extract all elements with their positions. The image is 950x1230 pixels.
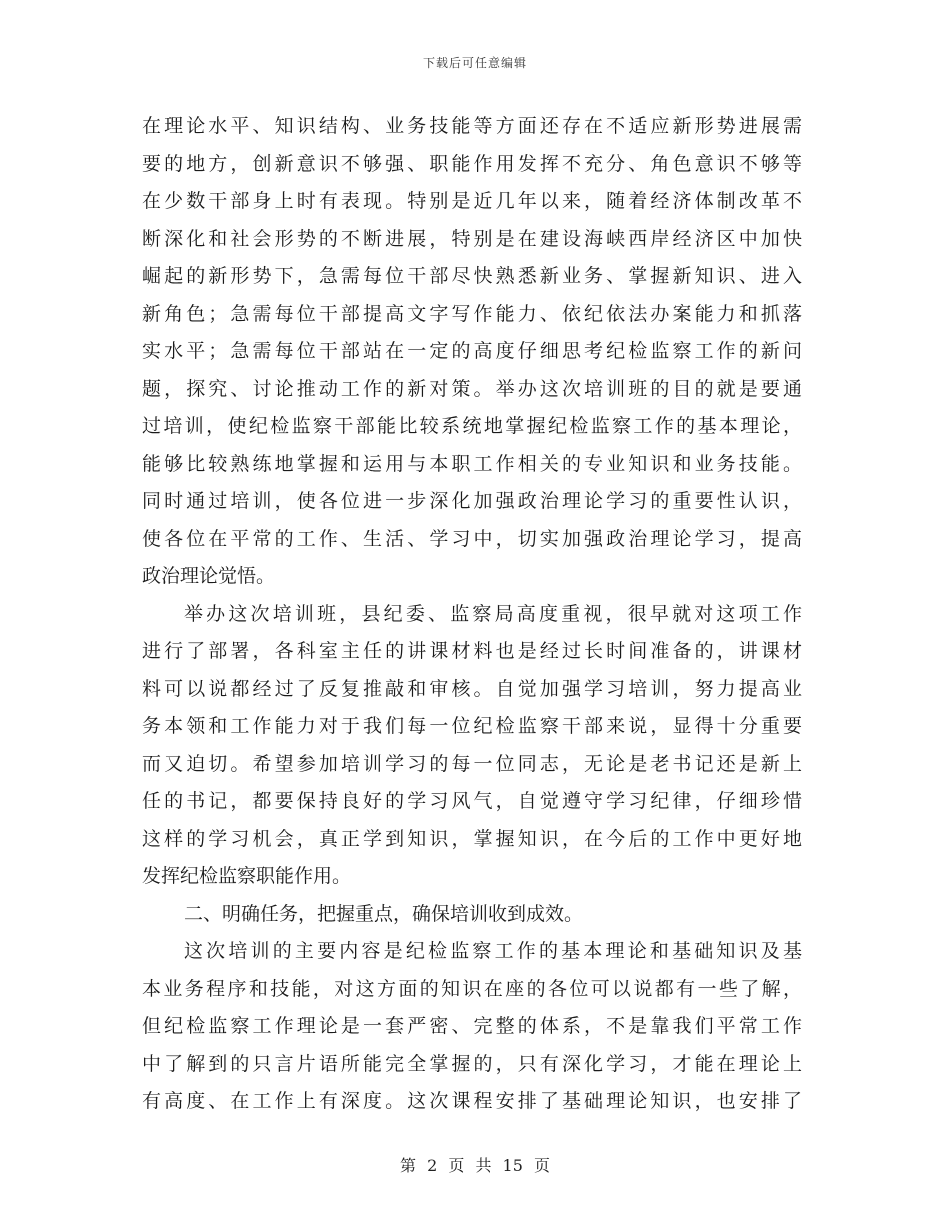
text-line: 题，探究、讨论推动工作的新对策。举办这次培训班的目的就是要通 — [142, 377, 802, 400]
text-line: 在理论水平、知识结构、业务技能等方面还存在不适应新形势进展需 — [142, 115, 802, 137]
page-header: 下载后可任意编辑 — [422, 56, 527, 70]
text-line: 但纪检监察工作理论是一套严密、完整的体系，不是靠我们平常工作 — [142, 1015, 802, 1037]
text-line: 同时通过培训，使各位进一步深化加强政治理论学习的重要性认识， — [142, 490, 802, 512]
text-line: 务本领和工作能力对于我们每一位纪检监察干部来说，显得十分重要 — [142, 715, 802, 737]
text-line: 中了解到的只言片语所能完全掌握的，只有深化学习，才能在理论上 — [142, 1052, 802, 1075]
page-number: 第 2 页 共 15 页 — [400, 1156, 550, 1175]
text-line: 料可以说都经过了反复推敲和审核。自觉加强学习培训，努力提高业 — [142, 677, 802, 700]
text-line: 能够比较熟练地掌握和运用与本职工作相关的专业知识和业务技能。 — [142, 452, 802, 475]
text-line: 政治理论觉悟。 — [142, 565, 276, 587]
text-line: 进行了部署，各科室主任的讲课材料也是经过长时间准备的，讲课材 — [142, 640, 802, 662]
text-line: 举办这次培训班，县纪委、监察局高度重视，很早就对这项工作 — [184, 602, 802, 625]
text-line: 本业务程序和技能，对这方面的知识在座的各位可以说都有一些了解， — [142, 977, 802, 1000]
text-line: 过培训，使纪检监察干部能比较系统地掌握纪检监察工作的基本理论， — [142, 415, 802, 437]
text-line: 这次培训的主要内容是纪检监察工作的基本理论和基础知识及基 — [184, 940, 802, 962]
document-body — [142, 108, 802, 1121]
section-heading: 二、明确任务，把握重点，确保培训收到成效。 — [184, 902, 584, 925]
text-line: 要的地方，创新意识不够强、职能作用发挥不充分、角色意识不够等 — [142, 152, 802, 175]
text-line: 新角色；急需每位干部提高文字写作能力、依纪依法办案能力和抓落 — [142, 302, 802, 325]
text-line: 发挥纪检监察职能作用。 — [142, 865, 352, 887]
text-line: 断深化和社会形势的不断进展，特别是在建设海峡西岸经济区中加快 — [142, 227, 802, 250]
text-line: 使各位在平常的工作、生活、学习中，切实加强政治理论学习，提高 — [142, 527, 802, 550]
text-line: 任的书记，都要保持良好的学习风气，自觉遵守学习纪律，仔细珍惜 — [142, 790, 802, 812]
text-line: 而又迫切。希望参加培训学习的每一位同志，无论是老书记还是新上 — [142, 752, 802, 775]
text-line: 实水平；急需每位干部站在一定的高度仔细思考纪检监察工作的新问 — [142, 340, 802, 362]
text-line: 在少数干部身上时有表现。特别是近几年以来，随着经济体制改革不 — [142, 190, 802, 212]
text-line: 这样的学习机会，真正学到知识，掌握知识，在今后的工作中更好地 — [142, 827, 802, 850]
text-line: 有高度、在工作上有深度。这次课程安排了基础理论知识，也安排了 — [142, 1090, 802, 1112]
text-line: 崛起的新形势下，急需每位干部尽快熟悉新业务、掌握新知识、进入 — [142, 265, 802, 287]
